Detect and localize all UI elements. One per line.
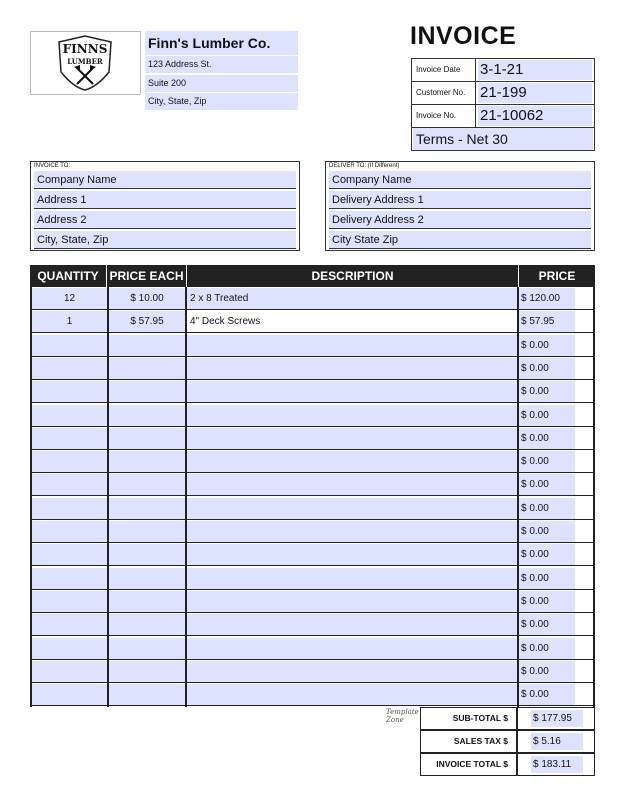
invoice-total-row [420,753,595,776]
description-cell[interactable] [187,474,517,495]
table-row [30,473,595,496]
price-cell[interactable]: $ 0.00 [519,381,575,402]
table-row [30,357,595,380]
invoice-total-label: INVOICE TOTAL $ [421,754,518,775]
logo-text-top: FINNS [62,42,108,56]
table-divider-1 [107,287,109,707]
description-cell[interactable]: 4" Deck Screws [187,311,517,332]
quantity-cell[interactable] [32,638,107,659]
invoice-to-box [30,161,300,251]
description-cell[interactable] [187,498,517,519]
deliver-to-company[interactable]: Company Name [329,171,591,189]
quantity-cell[interactable] [32,498,107,519]
price-each-cell[interactable] [109,498,185,519]
price-cell[interactable]: $ 120.00 [519,288,575,309]
price-cell[interactable]: $ 0.00 [519,684,575,705]
quantity-cell[interactable] [32,661,107,682]
invoice-date-field[interactable]: 3-1-21 [478,60,592,80]
price-cell[interactable]: $ 0.00 [519,474,575,495]
customer-no-label: Customer No. [412,82,476,104]
invoice-to-city[interactable]: City, State, Zip [34,231,296,249]
invoice-title: INVOICE [410,22,517,50]
meta-row-invoice-no [412,105,594,128]
table-divider-2 [185,287,187,707]
price-cell[interactable]: $ 0.00 [519,614,575,635]
company-name[interactable]: Finn's Lumber Co. [145,31,298,55]
deliver-to-city[interactable]: City State Zip [329,231,591,249]
price-each-cell[interactable] [109,614,185,635]
price-each-cell[interactable] [109,428,185,449]
subtotal-field[interactable]: $ 177.95 [531,710,583,727]
table-row [30,287,595,310]
description-cell[interactable] [187,614,517,635]
description-cell[interactable]: 2 x 8 Treated [187,288,517,309]
price-each-cell[interactable]: $ 10.00 [109,288,185,309]
table-row [30,380,595,403]
deliver-to-address-2[interactable]: Delivery Address 2 [329,211,591,229]
description-cell[interactable] [187,661,517,682]
price-cell[interactable]: $ 0.00 [519,358,575,379]
quantity-cell[interactable] [32,684,107,705]
company-city[interactable]: City, State, Zip [145,93,298,110]
description-cell[interactable] [187,335,517,356]
price-each-cell[interactable] [109,568,185,589]
quantity-cell[interactable] [32,591,107,612]
description-cell[interactable] [187,381,517,402]
quantity-cell[interactable] [32,544,107,565]
quantity-cell[interactable] [32,521,107,542]
table-row [30,427,595,450]
quantity-cell[interactable] [32,358,107,379]
invoice-total-field[interactable]: $ 183.11 [531,756,583,773]
price-each-cell[interactable] [109,358,185,379]
invoice-meta-box [411,58,595,151]
invoice-no-field[interactable]: 21-10062 [478,106,592,126]
deliver-to-box [325,161,595,251]
table-row [30,404,595,427]
price-each-cell[interactable] [109,544,185,565]
price-each-cell[interactable] [109,381,185,402]
description-cell[interactable] [187,638,517,659]
invoice-to-address-2[interactable]: Address 2 [34,211,296,229]
price-each-cell[interactable] [109,474,185,495]
header-price: PRICE [519,265,595,287]
terms-field[interactable]: Terms - Net 30 [413,128,593,150]
quantity-cell[interactable] [32,451,107,472]
price-cell[interactable]: $ 0.00 [519,638,575,659]
deliver-to-address-1[interactable]: Delivery Address 1 [329,191,591,209]
meta-row-customer [412,82,594,105]
description-cell[interactable] [187,684,517,705]
description-cell[interactable] [187,544,517,565]
invoice-to-company[interactable]: Company Name [34,171,296,189]
price-cell[interactable]: $ 0.00 [519,498,575,519]
quantity-cell[interactable] [32,474,107,495]
description-cell[interactable] [187,521,517,542]
table-row [30,543,595,566]
quantity-cell[interactable] [32,381,107,402]
subtotal-row [420,707,595,730]
price-each-cell[interactable] [109,638,185,659]
price-each-cell[interactable] [109,591,185,612]
subtotal-label: SUB-TOTAL $ [421,708,518,729]
price-each-cell[interactable]: $ 57.95 [109,311,185,332]
meta-row-date [412,59,594,82]
price-cell[interactable]: $ 0.00 [519,661,575,682]
table-divider-3 [517,287,519,707]
table-row [30,450,595,473]
company-address[interactable]: 123 Address St. [145,56,298,73]
table-row [30,567,595,590]
price-cell[interactable]: $ 0.00 [519,428,575,449]
price-each-cell[interactable] [109,661,185,682]
logo-text-bottom: LUMBER [67,57,103,66]
invoice-to-address-1[interactable]: Address 1 [34,191,296,209]
price-each-cell[interactable] [109,684,185,705]
table-row [30,310,595,333]
price-each-cell[interactable] [109,335,185,356]
price-cell[interactable]: $ 57.95 [519,311,575,332]
price-cell[interactable]: $ 0.00 [519,544,575,565]
quantity-cell[interactable] [32,614,107,635]
table-row [30,334,595,357]
price-each-cell[interactable] [109,521,185,542]
invoice-date-label: Invoice Date [412,59,476,81]
quantity-cell[interactable]: 12 [32,288,107,309]
deliver-to-heading: DELIVER TO: (If Different) [329,163,400,169]
table-row [30,613,595,636]
header-description: DESCRIPTION [187,265,519,287]
table-row [30,590,595,613]
quantity-cell[interactable] [32,335,107,356]
company-suite[interactable]: Suite 200 [145,75,298,92]
company-logo [30,31,141,95]
sales-tax-row [420,730,595,753]
price-cell[interactable]: $ 0.00 [519,591,575,612]
price-cell[interactable]: $ 0.00 [519,335,575,356]
price-each-cell[interactable] [109,451,185,472]
template-zone-watermark: Template Zone [386,708,419,724]
price-cell[interactable]: $ 0.00 [519,405,575,426]
invoice-to-heading: INVOICE TO: [34,163,71,169]
table-row [30,520,595,543]
price-cell[interactable]: $ 0.00 [519,568,575,589]
description-cell[interactable] [187,451,517,472]
table-row [30,683,595,706]
invoice-no-label: Invoice No. [412,105,476,127]
table-border-right [593,287,595,707]
price-cell[interactable]: $ 0.00 [519,451,575,472]
header-price-each: PRICE EACH [107,265,187,287]
quantity-cell[interactable]: 1 [32,311,107,332]
description-cell[interactable] [187,428,517,449]
price-each-cell[interactable] [109,405,185,426]
description-cell[interactable] [187,405,517,426]
quantity-cell[interactable] [32,568,107,589]
price-cell[interactable]: $ 0.00 [519,521,575,542]
sales-tax-field[interactable]: $ 5.16 [531,733,583,750]
quantity-cell[interactable] [32,428,107,449]
table-row [30,497,595,520]
table-row [30,660,595,683]
quantity-cell[interactable] [32,405,107,426]
header-quantity: QUANTITY [30,265,107,287]
customer-no-field[interactable]: 21-199 [478,83,592,103]
table-row [30,637,595,660]
description-cell[interactable] [187,591,517,612]
table-border-left [30,287,32,707]
sales-tax-label: SALES TAX $ [421,731,518,752]
description-cell[interactable] [187,568,517,589]
description-cell[interactable] [187,358,517,379]
